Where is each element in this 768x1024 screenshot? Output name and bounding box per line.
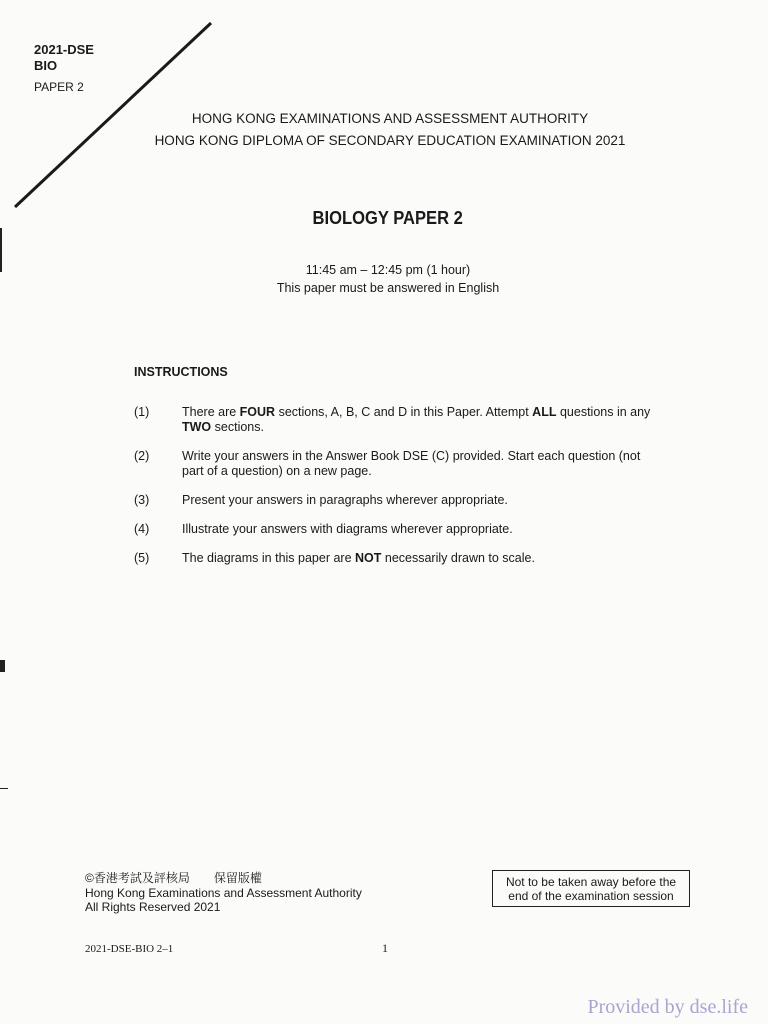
instruction-item xyxy=(134,493,654,508)
instruction-number: (1) xyxy=(134,405,150,419)
instruction-emphasis: FOUR xyxy=(239,405,276,419)
instruction-text xyxy=(182,551,654,566)
exam-time-block xyxy=(0,261,768,297)
instruction-text-part: necessarily drawn to scale. xyxy=(381,551,535,565)
instruction-number: (5) xyxy=(134,551,150,565)
instruction-text-part: Write your answers in the Answer Book DSE (C) provided. Start each question (not part of a question) on a new page. xyxy=(182,449,641,478)
left-edge-mark-bottom xyxy=(0,788,8,789)
instruction-item xyxy=(134,522,654,537)
instruction-emphasis: TWO xyxy=(182,420,212,434)
paper-code-line2: BIO xyxy=(34,58,58,73)
instruction-number: (2) xyxy=(134,449,150,463)
page-title-text: BIOLOGY PAPER 2 xyxy=(312,208,464,228)
paper-code xyxy=(34,42,94,74)
instruction-text-part: The diagrams in this paper are xyxy=(182,551,356,565)
copyright-block xyxy=(85,871,362,915)
authority-header xyxy=(0,108,768,152)
instructions-heading: INSTRUCTIONS xyxy=(134,365,228,379)
instruction-emphasis: ALL xyxy=(532,405,557,419)
instruction-item xyxy=(134,405,654,435)
page-code: 2021-DSE-BIO 2–1 xyxy=(85,943,174,955)
page-number: 1 xyxy=(382,941,388,955)
instruction-text-part: There are xyxy=(182,405,240,419)
paper-code-line1: 2021-DSE xyxy=(34,42,94,57)
page-title xyxy=(0,208,768,229)
paper-label: PAPER 2 xyxy=(34,80,84,94)
instruction-text xyxy=(182,405,654,435)
left-edge-mark-middle xyxy=(0,660,5,672)
copyright-line3: All Rights Reserved 2021 xyxy=(85,900,221,914)
instruction-number: (3) xyxy=(134,493,150,507)
instruction-text-part: Present your answers in paragraphs wherever appropriate. xyxy=(182,493,508,507)
language-note: This paper must be answered in English xyxy=(276,281,500,295)
instruction-text-part: Illustrate your answers with diagrams wherever appropriate. xyxy=(182,522,513,536)
instructions-list xyxy=(134,405,654,580)
instruction-text-part: sections, A, B, C and D in this Paper. Attempt xyxy=(275,405,533,419)
instruction-text xyxy=(182,493,654,508)
exam-schedule: 11:45 am – 12:45 pm (1 hour) xyxy=(305,263,471,277)
instruction-item xyxy=(134,449,654,479)
instruction-number: (4) xyxy=(134,522,150,536)
instruction-text-part: questions in any xyxy=(556,405,651,419)
copyright-line2: Hong Kong Examinations and Assessment Authority xyxy=(85,885,362,900)
instruction-text xyxy=(182,449,654,479)
authority-line1: HONG KONG EXAMINATIONS AND ASSESSMENT AUTHORITY xyxy=(191,111,589,126)
instruction-item xyxy=(134,551,654,566)
watermark: Provided by dse.life xyxy=(587,996,748,1018)
instruction-text xyxy=(182,522,654,537)
authority-line2: HONG KONG DIPLOMA OF SECONDARY EDUCATION EXAMINATION 2021 xyxy=(154,133,626,148)
copyright-line1: ©香港考試及評核局 保留版權 xyxy=(85,871,262,885)
instruction-text-part: sections. xyxy=(211,420,264,434)
notice-line1: Not to be taken away before the xyxy=(505,875,677,889)
notice-box xyxy=(492,870,690,907)
instruction-emphasis: NOT xyxy=(355,551,382,565)
notice-line2: end of the examination session xyxy=(508,889,674,903)
